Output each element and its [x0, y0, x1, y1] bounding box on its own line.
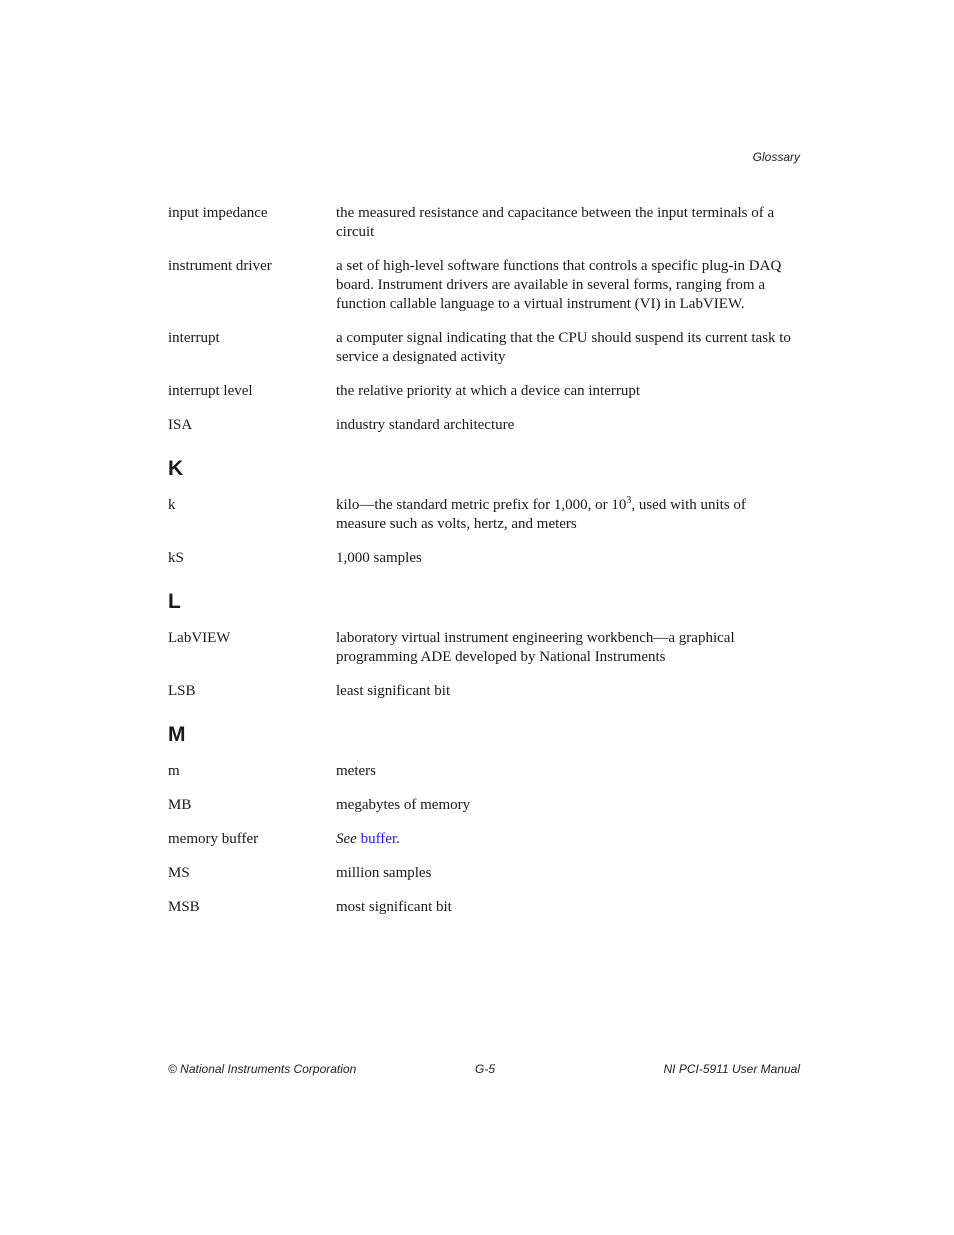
- glossary-entry: [168, 382, 800, 401]
- glossary-definition: 1,000 samples: [336, 550, 422, 566]
- glossary-entry: [168, 204, 800, 242]
- glossary-definition: meters: [336, 763, 376, 779]
- glossary-content: [168, 204, 800, 932]
- buffer-link[interactable]: buffer: [360, 831, 397, 847]
- glossary-term: m: [168, 763, 180, 779]
- section-heading-k: K: [168, 457, 184, 480]
- glossary-entry: [168, 830, 800, 849]
- glossary-term: ISA: [168, 417, 193, 433]
- footer-manual-title: NI PCI-5911 User Manual: [663, 1062, 800, 1076]
- glossary-definition: least significant bit: [336, 683, 451, 699]
- glossary-entry: [168, 257, 800, 314]
- exponent: 3: [626, 495, 632, 506]
- glossary-definition: most significant bit: [336, 899, 452, 915]
- glossary-entry: [168, 864, 800, 883]
- glossary-term: interrupt level: [168, 383, 253, 399]
- section-heading-l: L: [168, 590, 181, 613]
- section-heading-m: M: [168, 723, 186, 746]
- glossary-definition: million samples: [336, 865, 432, 881]
- glossary-term: input impedance: [168, 205, 268, 221]
- glossary-entry: [168, 496, 800, 534]
- glossary-term: LSB: [168, 683, 196, 699]
- glossary-entry: [168, 416, 800, 435]
- definition-text: , used with units of measure such as volts, hertz, and meters: [336, 497, 746, 532]
- glossary-term: kS: [168, 550, 184, 566]
- glossary-term: LabVIEW: [168, 630, 231, 646]
- definition-text: kilo—the standard metric prefix for 1,000, or 10: [336, 497, 627, 513]
- glossary-term: memory buffer: [168, 831, 259, 847]
- glossary-definition: megabytes of memory: [336, 797, 471, 813]
- glossary-definition: a set of high-level software functions that controls a specific plug-in DAQ board. Instrument drivers are available in several forms, ranging from a function callable language to a virtual instrument (VI) in LabVIEW.: [336, 258, 782, 312]
- glossary-term: MB: [168, 797, 192, 813]
- glossary-definition: the measured resistance and capacitance between the input terminals of a circuit: [336, 205, 775, 240]
- glossary-definition: [336, 496, 800, 534]
- glossary-entry: [168, 796, 800, 815]
- glossary-definition: laboratory virtual instrument engineering workbench—a graphical programming ADE developed by National Instruments: [336, 630, 735, 665]
- glossary-term: MS: [168, 865, 190, 881]
- glossary-definition: the relative priority at which a device can interrupt: [336, 383, 641, 399]
- glossary-entry: [168, 762, 800, 781]
- glossary-entry: [168, 898, 800, 917]
- glossary-definition: industry standard architecture: [336, 417, 515, 433]
- glossary-definition: [336, 830, 800, 849]
- glossary-entry: [168, 629, 800, 667]
- footer-copyright: © National Instruments Corporation: [168, 1062, 357, 1076]
- glossary-term: instrument driver: [168, 258, 272, 274]
- glossary-entry: [168, 329, 800, 367]
- glossary-term: k: [168, 497, 176, 513]
- glossary-entry: [168, 549, 800, 568]
- glossary-entry: [168, 682, 800, 701]
- see-reference: See: [336, 831, 357, 847]
- punctuation: .: [396, 831, 400, 847]
- running-header: Glossary: [752, 150, 800, 164]
- glossary-term: interrupt: [168, 330, 220, 346]
- glossary-term: MSB: [168, 899, 200, 915]
- glossary-definition: a computer signal indicating that the CPU should suspend its current task to service a designated activity: [336, 330, 791, 365]
- page-number: G-5: [475, 1062, 496, 1076]
